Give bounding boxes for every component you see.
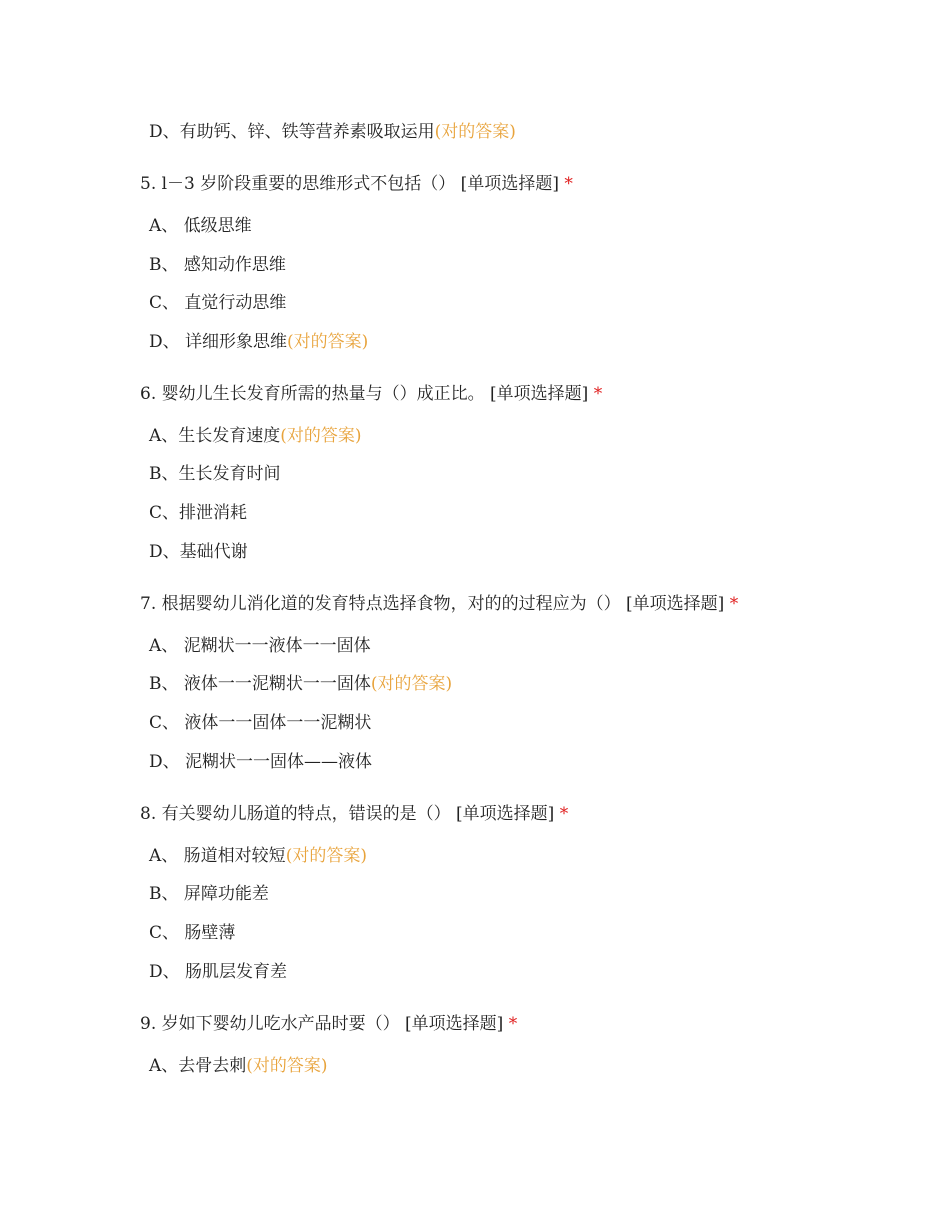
- answer-option: [149, 214, 252, 238]
- answer-option: [149, 253, 286, 277]
- question-text: 7. 根据婴幼儿消化道的发育特点选择食物，对的的过程应为（） [单项选择题]: [140, 594, 725, 614]
- option-text: D、基础代谢: [149, 542, 248, 562]
- answer-option: [149, 540, 248, 564]
- question-text: 6. 婴幼儿生长发育所需的热量与（）成正比。 [单项选择题]: [140, 384, 589, 404]
- required-asterisk: *: [558, 174, 573, 194]
- answer-option: [149, 291, 286, 315]
- option-text: A、 肠道相对较短: [149, 846, 286, 866]
- question-title: [140, 1012, 517, 1036]
- answer-option: [149, 330, 368, 354]
- option-text: A、生长发育速度: [149, 426, 281, 446]
- answer-option: [149, 750, 372, 774]
- answer-option: [149, 672, 452, 696]
- answer-option: [149, 634, 371, 658]
- answer-option: [149, 711, 371, 735]
- option-text: B、 感知动作思维: [149, 255, 286, 275]
- question-title: [140, 802, 568, 826]
- required-asterisk: *: [554, 804, 569, 824]
- option-text: D、 详细形象思维: [149, 332, 288, 352]
- option-text: B、生长发育时间: [149, 464, 281, 484]
- option-text: C、 直觉行动思维: [149, 293, 287, 313]
- question-title: [140, 382, 602, 406]
- option-text: D、 肠肌层发育差: [149, 962, 288, 982]
- correct-answer-marker: (对的答案): [280, 426, 362, 446]
- required-asterisk: *: [503, 1014, 518, 1034]
- option-text: D、 泥糊状一一固体——液体: [149, 752, 373, 772]
- question-text: 8. 有关婴幼儿肠道的特点，错误的是（） [单项选择题]: [140, 804, 555, 824]
- option-text: C、排泄消耗: [149, 503, 248, 523]
- answer-option: [149, 120, 516, 144]
- answer-option: [149, 882, 269, 906]
- option-text: C、 肠壁薄: [149, 923, 236, 943]
- answer-option: [149, 921, 235, 945]
- question-text: 9. 岁如下婴幼儿吃水产品时要（） [单项选择题]: [140, 1014, 504, 1034]
- question-text: 5. l－3 岁阶段重要的思维形式不包括（） [单项选择题]: [140, 174, 559, 194]
- correct-answer-marker: (对的答案): [287, 332, 369, 352]
- question-title: [140, 172, 573, 196]
- option-text: A、 泥糊状一一液体一一固体: [149, 636, 371, 656]
- answer-option: [149, 462, 281, 486]
- option-text: B、 屏障功能差: [149, 884, 269, 904]
- correct-answer-marker: (对的答案): [434, 122, 516, 142]
- answer-option: [149, 501, 247, 525]
- answer-option: [149, 960, 287, 984]
- option-text: B、 液体一一泥糊状一一固体: [149, 674, 371, 694]
- correct-answer-marker: (对的答案): [370, 674, 453, 694]
- answer-option: [149, 1054, 328, 1078]
- question-title: [140, 592, 738, 616]
- option-text: D、有助钙、锌、铁等营养素吸取运用: [149, 122, 435, 142]
- answer-option: [149, 424, 362, 448]
- answer-option: [149, 844, 367, 868]
- required-asterisk: *: [724, 594, 739, 614]
- option-text: A、去骨去刺: [149, 1056, 247, 1076]
- option-text: A、 低级思维: [149, 216, 252, 236]
- option-text: C、 液体一一固体一一泥糊状: [149, 713, 372, 733]
- required-asterisk: *: [588, 384, 603, 404]
- correct-answer-marker: (对的答案): [285, 846, 367, 866]
- correct-answer-marker: (对的答案): [246, 1056, 328, 1076]
